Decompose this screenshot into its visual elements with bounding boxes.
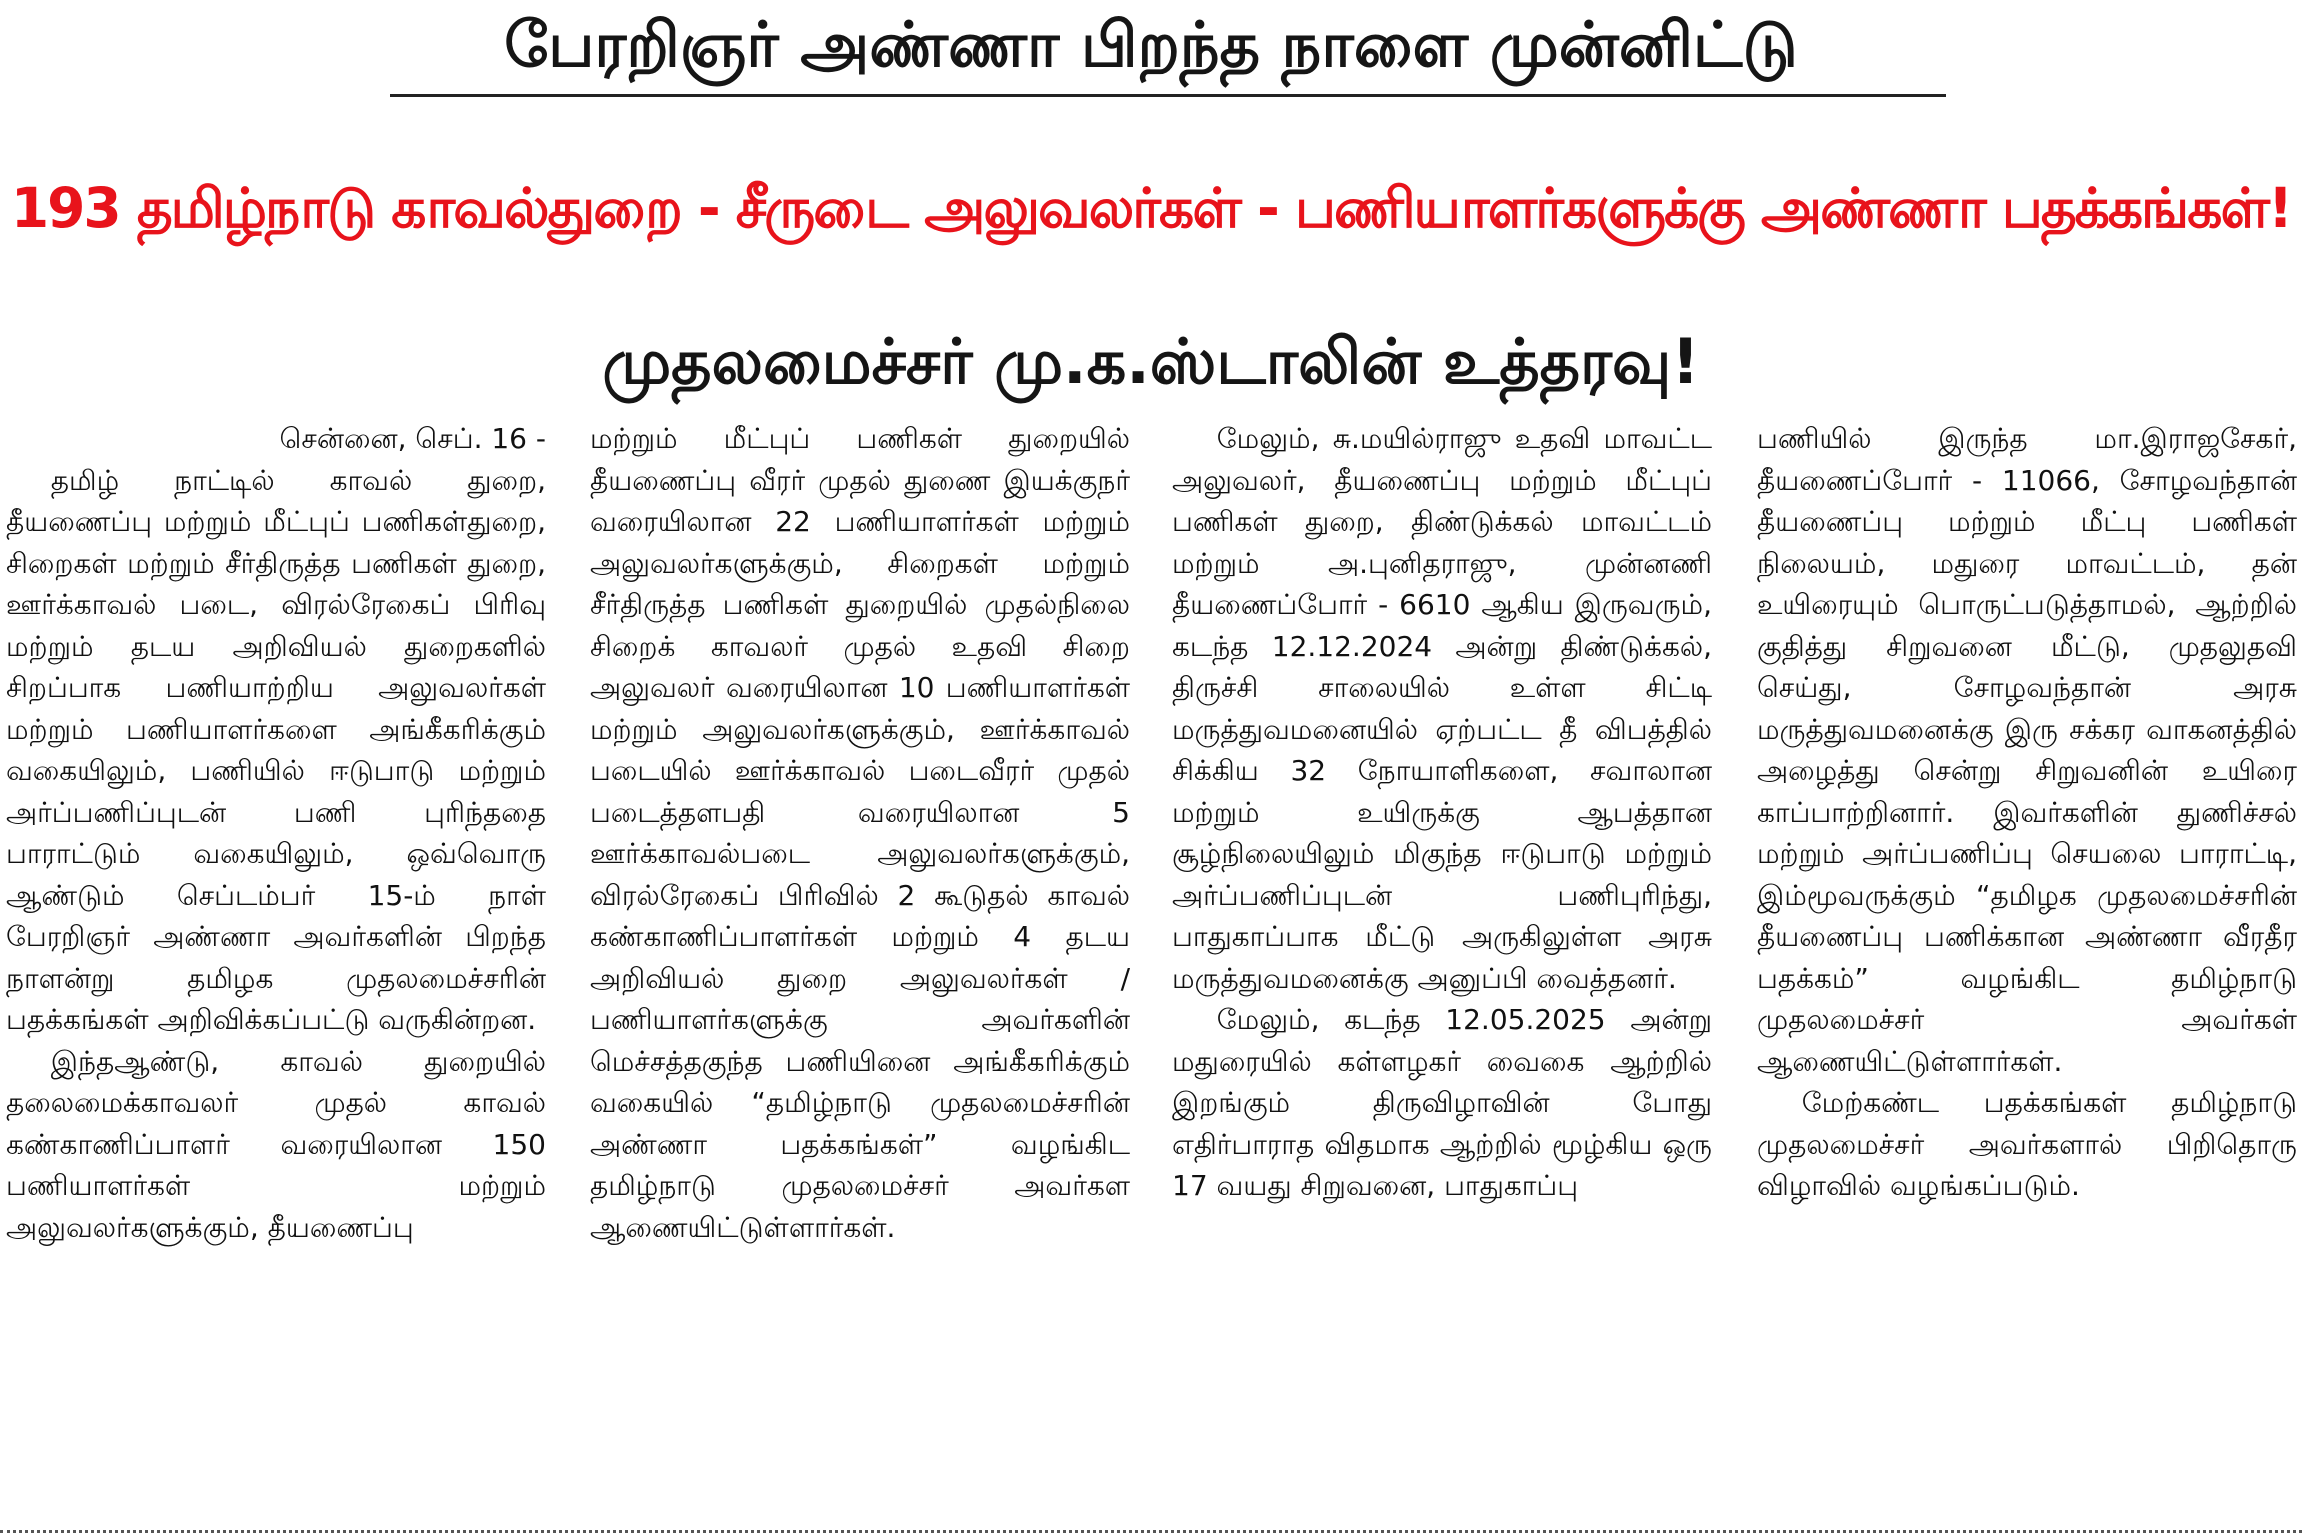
headline: 193 தமிழ்நாடு காவல்துறை - சீருடை அலுவலர்கள் - பணியாளர்களுக்கு அண்ணா பதக்கங்கள்! xyxy=(10,176,2292,240)
article-paragraph: இந்தஆண்டு, காவல் துறையில் தலைமைக்காவலர் முதல் காவல் கண்காணிப்பாளர் வரையிலான 150 பணியாளர்கள் மற்றும் அலுவலர்களுக்கும், தீயணைப்பு xyxy=(6,1044,546,1244)
article-column-4 xyxy=(1757,418,2297,1518)
bottom-dotted-rule xyxy=(0,1530,2302,1533)
article-column-1 xyxy=(6,418,546,1518)
kicker-underline xyxy=(390,94,1946,97)
article-paragraph: தமிழ் நாட்டில் காவல் துறை, தீயணைப்பு மற்றும் மீட்புப் பணிகள்துறை, சிறைகள் மற்றும் சீர்திருத்த பணிகள் துறை, ஊர்க்காவல் படை, விரல்ரேகைப் பிரிவு மற்றும் தடய அறிவியல் துறைகளில் சிறப்பாக பணியாற்றிய அலுவலர்கள் மற்றும் பணியாளர்களை அங்கீகரிக்கும் வகையிலும், பணியில் ஈடுபாடு மற்றும் அர்ப்பணிப்புடன் பணி புரிந்ததை பாராட்டும் வகையிலும், ஒவ்வொரு ஆண்டும் செப்டம்பர் 15-ம் நாள் பேரறிஞர் அண்ணா அவர்களின் பிறந்த நாளன்று தமிழக முதலமைச்சரின் பதக்கங்கள் அறிவிக்கப்பட்டு வருகின்றன. xyxy=(6,463,546,1036)
article-paragraph: மேலும், கடந்த 12.05.2025 அன்று மதுரையில் கள்ளழகர் வைகை ஆற்றில் இறங்கும் திருவிழாவின் போது எதிர்பாராத விதமாக ஆற்றில் மூழ்கிய ஒரு 17 வயது சிறுவனை, பாதுகாப்பு xyxy=(1172,1003,1712,1202)
article-paragraph: பணியில் இருந்த மா.இராஜசேகர், தீயணைப்போர் - 11066, சோழவந்தான் தீயணைப்பு மற்றும் மீட்பு பணிகள் நிலையம், மதுரை மாவட்டம், தன் உயிரையும் பொருட்படுத்தாமல், ஆற்றில் குதித்து சிறுவனை மீட்டு, முதலுதவி செய்து, சோழவந்தான் அரசு மருத்துவமனைக்கு இரு சக்கர வாகனத்தில் அழைத்து சென்று சிறுவனின் உயிரை காப்பாற்றினார். இவர்களின் துணிச்சல் மற்றும் அர்ப்பணிப்பு செயலை பாராட்டி, இம்மூவருக்கும் “தமிழக முதலமைச்சரின் தீயணைப்பு பணிக்கான அண்ணா வீரதீர பதக்கம்” வழங்கிட தமிழ்நாடு முதலமைச்சர் அவர்கள் ஆணையிட்டுள்ளார்கள். xyxy=(1757,422,2297,1078)
article-column-2 xyxy=(590,418,1130,1518)
subheadline: முதலமைச்சர் மு.க.ஸ்டாலின் உத்தரவு! xyxy=(602,325,1700,398)
kicker-heading: பேரறிஞர் அண்ணா பிறந்த நாளை முன்னிட்டு xyxy=(504,8,1798,81)
article-paragraph: மற்றும் மீட்புப் பணிகள் துறையில் தீயணைப்பு வீரர் முதல் துணை இயக்குநர் வரையிலான 22 பணியாளர்கள் மற்றும் அலுவலர்களுக்கும், சிறைகள் மற்றும் சீர்திருத்த பணிகள் துறையில் முதல்நிலை சிறைக் காவலர் முதல் உதவி சிறை அலுவலர் வரையிலான 10 பணியாளர்கள் மற்றும் அலுவலர்களுக்கும், ஊர்க்காவல் படையில் ஊர்க்காவல் படைவீரர் முதல் படைத்தளபதி வரையிலான 5 ஊர்க்காவல்படை அலுவலர்களுக்கும், விரல்ரேகைப் பிரிவில் 2 கூடுதல் காவல் கண்காணிப்பாளர்கள் மற்றும் 4 தடய அறிவியல் துறை அலுவலர்கள் / பணியாளர்களுக்கு அவர்களின் மெச்சத்தகுந்த பணியினை அங்கீகரிக்கும் வகையில் “தமிழ்நாடு முதலமைச்சரின் அண்ணா பதக்கங்கள்” வழங்கிட தமிழ்நாடு முதலமைச்சர் அவர்கள ஆணையிட்டுள்ளார்கள். xyxy=(590,422,1130,1244)
article-paragraph: மேலும், சு.மயில்ராஜு உதவி மாவட்ட அலுவலர், தீயணைப்பு மற்றும் மீட்புப் பணிகள் துறை, திண்டுக்கல் மாவட்டம் மற்றும் அ.புனிதராஜு, முன்னணி தீயணைப்போர் - 6610 ஆகிய இருவரும், கடந்த 12.12.2024 அன்று திண்டுக்கல், திருச்சி சாலையில் உள்ள சிட்டி மருத்துவமனையில் ஏற்பட்ட தீ விபத்தில் சிக்கிய 32 நோயாளிகளை, சவாலான மற்றும் உயிருக்கு ஆபத்தான சூழ்நிலையிலும் மிகுந்த ஈடுபாடு மற்றும் அர்ப்பணிப்புடன் பணிபுரிந்து, பாதுகாப்பாக மீட்டு அருகிலுள்ள அரசு மருத்துவமனைக்கு அனுப்பி வைத்தனர். xyxy=(1172,422,1712,995)
article-column-3 xyxy=(1172,418,1712,1518)
article-paragraph: மேற்கண்ட பதக்கங்கள் தமிழ்நாடு முதலமைச்சர் அவர்களால் பிறிதொரு விழாவில் வழங்கப்படும். xyxy=(1757,1086,2297,1202)
dateline: சென்னை, செப். 16 - xyxy=(279,422,546,455)
